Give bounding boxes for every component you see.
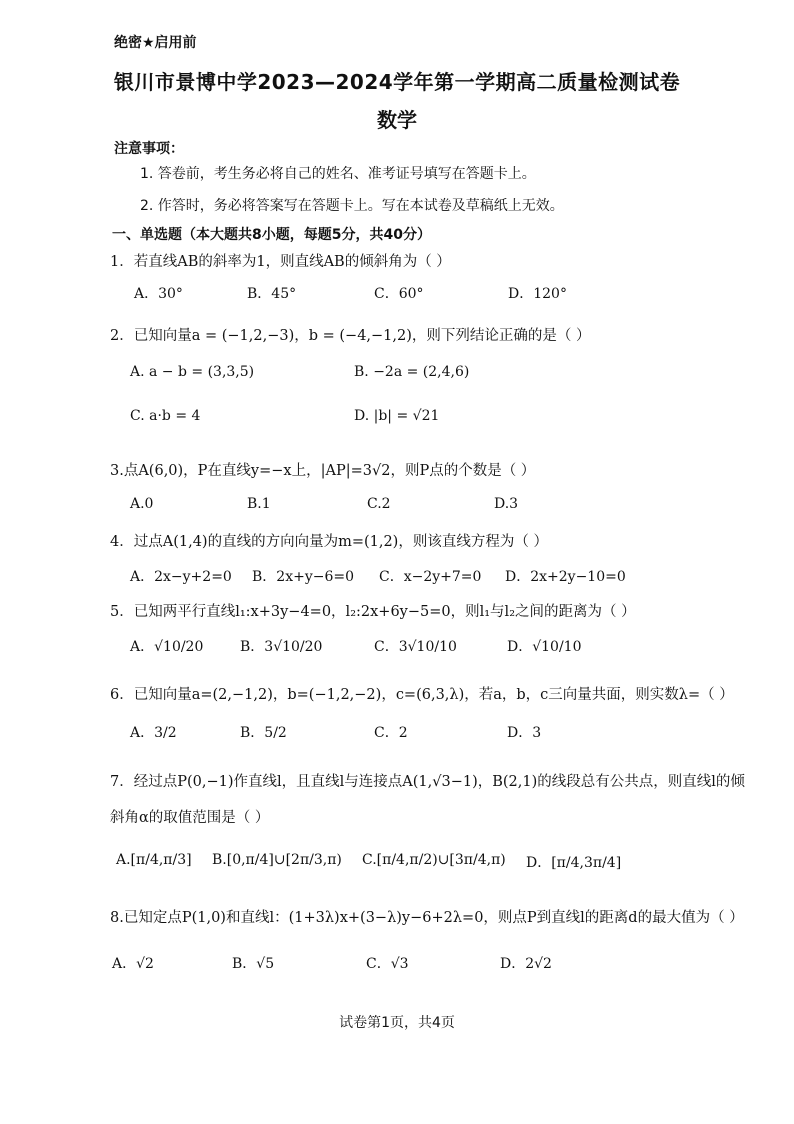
- question-2-option-c: C. a·b = 4: [130, 408, 201, 424]
- question-2-option-d: D. |b| = √21: [354, 408, 440, 424]
- question-5-option-a: A．√10/20: [130, 639, 204, 655]
- question-6-option-d: D．3: [507, 725, 542, 741]
- question-1-option-d: D．120°: [508, 286, 567, 302]
- question-4-option-b: B．2x+y−6=0: [252, 569, 355, 585]
- question-7-stem-line2: 斜角α的取值范围是（ ）: [110, 810, 270, 826]
- question-1-option-b: B．45°: [247, 286, 297, 302]
- question-8-option-a: A．√2: [112, 956, 154, 972]
- notice-item-1: 1. 答卷前，考生务必将自己的姓名、准考证号填写在答题卡上。: [140, 166, 536, 182]
- question-3-option-c: C.2: [367, 496, 391, 512]
- exam-title: 银川市景博中学2023—2024学年第一学期高二质量检测试卷: [113, 70, 681, 94]
- question-6-option-b: B．5/2: [240, 725, 287, 741]
- question-7-option-a: A.[π/4,π/3]: [116, 852, 192, 868]
- secret-label: 绝密★启用前: [114, 35, 197, 51]
- question-7-option-c: C.[π/4,π/2)∪[3π/4,π): [362, 852, 506, 868]
- question-8-option-c: C．√3: [366, 956, 409, 972]
- question-4-stem: 4．过点A(1,4)的直线的方向向量为m=(1,2)，则该直线方程为（ ）: [110, 534, 548, 550]
- question-6-stem: 6．已知向量a=(2,−1,2)，b=(−1,2,−2)，c=(6,3,λ)，若a，b，c三向量共面，则实数λ=（ ）: [110, 687, 734, 703]
- question-8-option-b: B．√5: [232, 956, 275, 972]
- question-4-option-d: D．2x+2y−10=0: [505, 569, 626, 585]
- question-1-stem: 1．若直线AB的斜率为1，则直线AB的倾斜角为（ ）: [110, 254, 451, 270]
- question-4-option-c: C．x−2y+7=0: [379, 569, 482, 585]
- question-8-stem: 8.已知定点P(1,0)和直线l：(1+3λ)x+(3−λ)y−6+2λ=0，则点P到直线l的距离d的最大值为（ ）: [110, 910, 744, 926]
- notice-heading: 注意事项：: [114, 141, 184, 157]
- question-5-option-d: D．√10/10: [507, 639, 582, 655]
- question-6-option-a: A．3/2: [130, 725, 177, 741]
- question-1-option-a: A．30°: [134, 286, 183, 302]
- question-2-stem: 2．已知向量a = (−1,2,−3)，b = (−4,−1,2)，则下列结论正确的是（ ）: [110, 328, 591, 344]
- subject-title: 数学: [377, 108, 417, 132]
- question-3-option-a: A.0: [130, 496, 154, 512]
- section-title: 一、单选题（本大题共8小题，每题5分，共40分）: [112, 227, 431, 243]
- question-5-stem: 5．已知两平行直线l₁:x+3y−4=0，l₂:2x+6y−5=0，则l₁与l₂之间的距离为（ ）: [110, 604, 636, 620]
- question-5-option-b: B．3√10/20: [240, 639, 323, 655]
- question-6-option-c: C．2: [374, 725, 408, 741]
- question-5-option-c: C．3√10/10: [374, 639, 457, 655]
- question-4-option-a: A．2x−y+2=0: [130, 569, 232, 585]
- page-footer: 试卷第1页，共4页: [339, 1015, 455, 1031]
- question-2-option-b: B. −2a = (2,4,6): [354, 364, 470, 380]
- question-3-option-b: B.1: [247, 496, 271, 512]
- question-2-option-a: A. a − b = (3,3,5): [130, 364, 255, 380]
- question-7-option-b: B.[0,π/4]∪[2π/3,π): [212, 852, 342, 868]
- notice-item-2: 2. 作答时，务必将答案写在答题卡上。写在本试卷及草稿纸上无效。: [140, 198, 564, 214]
- question-8-option-d: D．2√2: [500, 956, 552, 972]
- question-1-option-c: C．60°: [374, 286, 424, 302]
- question-3-option-d: D.3: [494, 496, 519, 512]
- question-3-stem: 3.点A(6,0)，P在直线y=−x上，|AP|=3√2，则P点的个数是（ ）: [110, 463, 536, 479]
- question-7-option-d: D．[π/4,3π/4]: [526, 855, 622, 871]
- question-7-stem-line1: 7．经过点P(0,−1)作直线l，且直线l与连接点A(1,√3−1)，B(2,1)的线段总有公共点，则直线l的倾: [110, 774, 745, 790]
